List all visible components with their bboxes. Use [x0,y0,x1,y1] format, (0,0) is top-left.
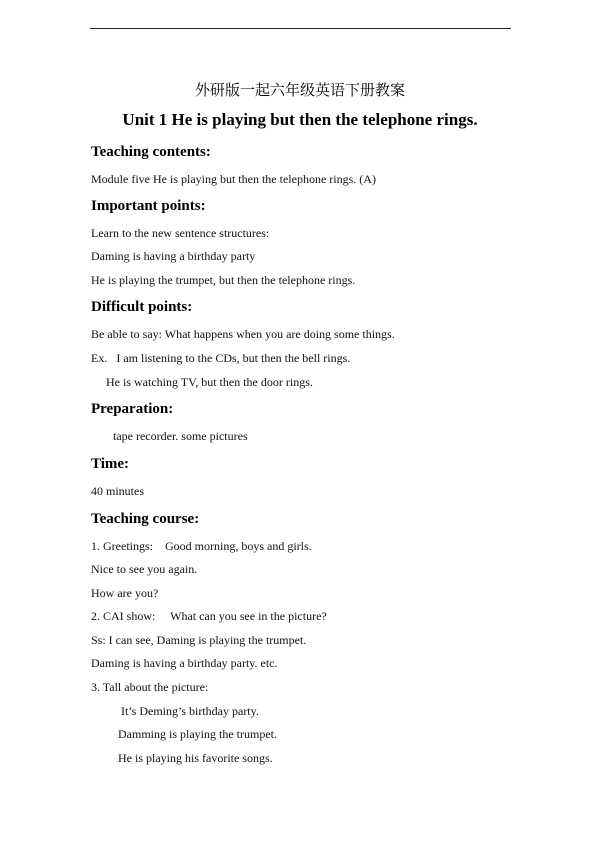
text-line: 3. Tall about the picture: [91,680,209,694]
text-line: Module five He is playing but then the telephone rings. (A) [91,172,376,186]
text-line: Damming is playing the trumpet. [118,727,277,741]
text-line: 1. Greetings: Good morning, boys and girls. [91,539,312,553]
text-line: Ss: I can see, Daming is playing the trumpet. [91,633,307,647]
text-line: He is watching TV, but then the door rings. [106,375,313,389]
text-line: 40 minutes [91,484,144,498]
text-line: He is playing his favorite songs. [118,751,273,765]
text-line: 2. CAI show: What can you see in the picture? [91,609,327,623]
text-line: Be able to say: What happens when you are doing some things. [91,327,395,341]
header-rule [90,28,511,29]
heading-time: Time: [91,456,130,472]
heading-important-points: Important points: [91,198,206,214]
text-line: He is playing the trumpet, but then the telephone rings. [91,273,356,287]
heading-teaching-course: Teaching course: [91,511,200,527]
document-title-unit: Unit 1 He is playing but then the telephone rings. [122,110,478,129]
text-line: Ex. I am listening to the CDs, but then the bell rings. [91,351,351,365]
heading-preparation: Preparation: [91,401,174,417]
text-line: Learn to the new sentence structures: [91,226,270,240]
document-title-chinese: 外研版一起六年级英语下册教案 [194,81,405,99]
heading-difficult-points: Difficult points: [91,299,193,315]
heading-teaching-contents: Teaching contents: [91,144,211,160]
text-line: How are you? [91,586,159,600]
text-line: Daming is having a birthday party [91,249,256,263]
text-line: Daming is having a birthday party. etc. [91,656,278,670]
text-line: Nice to see you again. [91,562,198,576]
text-line: tape recorder. some pictures [113,429,248,443]
text-line: It’s Deming’s birthday party. [121,704,259,718]
